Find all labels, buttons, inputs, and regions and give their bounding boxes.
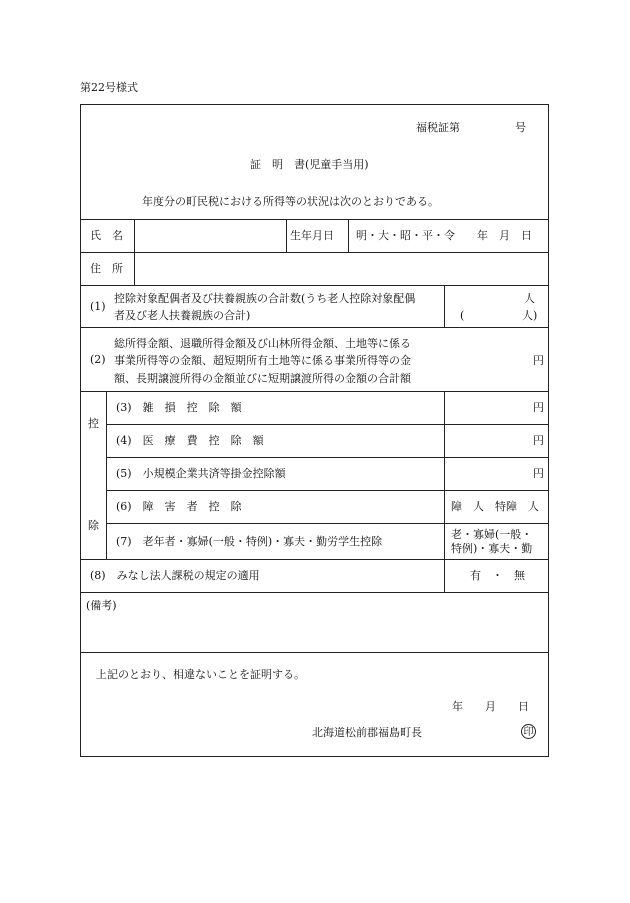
name-label: 氏 名	[90, 229, 123, 242]
item7-text: (7) 老年者・寡婦(一般・特例)・寡夫・勤労学生控除	[116, 535, 383, 548]
seal-icon: 印	[521, 724, 536, 739]
item1-paren-open: (	[460, 309, 465, 322]
rule-name-bottom	[80, 252, 549, 253]
rule-item4-bottom	[106, 457, 549, 458]
item2-line2: 事業所得等の金額、超短期所有土地等に係る事業所得等の金	[114, 354, 411, 367]
item8-text: (8) みなし法人課税の規定の適用	[90, 569, 260, 582]
item5-text: (5) 小規模企業共済等掛金控除額	[116, 467, 286, 480]
remarks-label: (備考)	[86, 599, 117, 612]
rule-remarks-bottom	[80, 652, 549, 653]
item2-line1: 総所得金額、退職所得金額及び山林所得金額、土地等に係る	[114, 337, 411, 350]
item4-text: (4) 医 療 費 控 除 額	[116, 434, 264, 447]
rule-deduction-label	[106, 391, 107, 559]
item5-unit: 円	[533, 467, 544, 480]
rule-item8-value	[444, 559, 445, 592]
rule-address-bottom	[80, 285, 549, 286]
item1-number: (1)	[90, 300, 106, 313]
cert-number: 福税証第 号	[416, 121, 526, 134]
birth-value: 明・大・昭・平・令 年 月 日	[356, 229, 532, 242]
certification-statement: 上記のとおり、相違ないことを証明する。	[96, 668, 305, 681]
form-number: 第22号様式	[80, 81, 138, 94]
item4-unit: 円	[533, 434, 544, 447]
item7-value-line2: 特例)・寡夫・勤	[451, 542, 533, 555]
item6-value: 障 人 特障 人	[451, 500, 539, 513]
form-title: 証 明 書(児童手当用)	[250, 158, 369, 171]
issue-date: 年 月 日	[452, 700, 529, 713]
item2-number: (2)	[90, 353, 106, 366]
item1-unit: 人	[524, 292, 535, 305]
rule-item8-bottom	[80, 592, 549, 593]
rule-item2-bottom	[80, 391, 549, 392]
rule-header-bottom	[80, 219, 549, 220]
rule-item3-bottom	[106, 424, 549, 425]
issuer-name: 北海道松前郡福島町長	[312, 726, 422, 739]
item3-text: (3) 雑 損 控 除 額	[116, 401, 242, 414]
item6-text: (6) 障 害 者 控 除	[116, 500, 242, 513]
item1-line1: 控除対象配偶者及び扶養親族の合計数(うち老人控除対象配偶	[114, 292, 416, 305]
deduction-label-top: 控	[88, 417, 99, 430]
rule-item6-bottom	[106, 523, 549, 524]
birth-label: 生年月日	[290, 229, 334, 242]
item1-line2: 者及び老人扶養親族の合計)	[114, 309, 251, 322]
item2-line3: 額、長期譲渡所得の金額並びに短期譲渡所得の金額の合計額	[114, 372, 411, 385]
item2-unit: 円	[533, 354, 544, 367]
deduction-label-bottom: 除	[88, 519, 99, 532]
rule-birth-label-left	[286, 219, 287, 252]
rule-item7-bottom	[80, 559, 549, 560]
rule-label-divider	[134, 219, 135, 285]
address-label: 住 所	[90, 262, 123, 275]
rule-birth-label-right	[348, 219, 349, 252]
item8-value: 有 ・ 無	[470, 569, 525, 582]
rule-item1-value	[444, 285, 445, 327]
item7-value-line1: 老・寡婦(一般・	[451, 528, 533, 541]
item1-paren-unit: 人)	[522, 309, 538, 322]
rule-item1-bottom	[80, 327, 549, 328]
item3-unit: 円	[533, 401, 544, 414]
rule-deduction-value	[444, 391, 445, 559]
intro-text: 年度分の町民税における所得等の状況は次のとおりである。	[142, 195, 439, 208]
rule-item5-bottom	[106, 490, 549, 491]
